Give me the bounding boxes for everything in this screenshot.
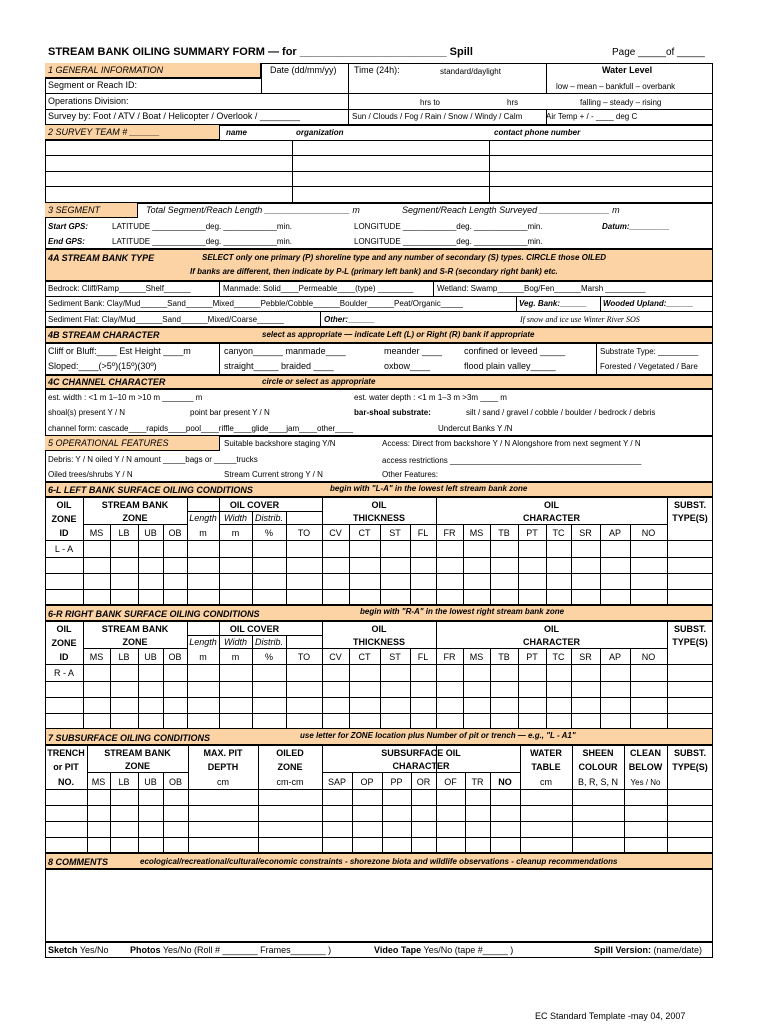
left-bank-zone-ob: OB xyxy=(168,528,182,538)
water-level-heading: Water Level xyxy=(602,65,653,75)
vegetation-options[interactable]: Forested / Vegetated / Bare xyxy=(600,362,698,371)
left-bank-thickness-heading: THICKNESS xyxy=(352,513,405,523)
subsurface-types-heading: TYPE(S) xyxy=(672,762,708,772)
or-pit-heading: or PIT xyxy=(53,762,79,772)
section-3-label: 3 SEGMENT xyxy=(48,205,101,215)
right-bank-character-tb: TB xyxy=(498,652,510,662)
sloped-options[interactable]: Sloped:____(>5º)(15º)(30º) xyxy=(48,361,157,371)
left-bank-id-heading: ID xyxy=(59,528,69,538)
end-latitude-field[interactable]: LATITUDE ____________deg. ____________min. xyxy=(112,237,292,246)
left-bank-oil-heading: OIL xyxy=(56,500,72,510)
clean-below-heading-2: BELOW xyxy=(628,762,663,772)
oiled-zone-heading-2: ZONE xyxy=(277,762,303,772)
water-table-heading: WATER xyxy=(530,748,562,758)
manmade-options[interactable]: Manmade: Solid____Permeable____(type) ________ xyxy=(223,284,414,293)
team-phone-heading: contact phone number xyxy=(494,128,581,137)
segment-reach-id-field[interactable]: Segment or Reach ID: xyxy=(48,80,138,90)
date-field[interactable]: Date (dd/mm/yy) xyxy=(270,65,337,75)
sheen-colour-heading-2: COLOUR xyxy=(578,762,618,772)
subsurface-tr: TR xyxy=(471,777,484,787)
section-6r-instructions: begin with "R-A" in the lowest right stream bank zone xyxy=(360,607,565,616)
right-bank-thickness-fl: FL xyxy=(417,652,429,662)
left-bank-types-heading: TYPE(S) xyxy=(672,513,708,523)
section-7-instructions: use letter for ZONE location plus Number of pit or trench — e.g., "L - A1" xyxy=(300,731,576,740)
right-bank-cover-width: Width xyxy=(224,637,247,647)
right-bank-cover-distrib: Distrib. xyxy=(254,637,283,647)
start-longitude-field[interactable]: LONGITUDE ____________deg. ____________min. xyxy=(354,222,543,231)
right-bank-oil-heading: OIL xyxy=(56,624,72,634)
left-bank-thickness-fl: FL xyxy=(417,528,429,538)
substrate-type-field[interactable]: Substrate Type: _________ xyxy=(600,347,699,356)
left-bank-thickness-cv: CV xyxy=(329,528,342,538)
sheen-colour-heading: SHEEN xyxy=(582,748,614,758)
bar-shoal-substrate-options[interactable]: silt / sand / gravel / cobble / boulder / bedrock / debris xyxy=(466,408,656,417)
right-bank-zone-id-value[interactable]: R - A xyxy=(53,668,74,678)
left-bank-character-tb: TB xyxy=(498,528,510,538)
section-8-instructions: ecological/recreational/cultural/economic constraints - shorezone biota and wildlife observations - cleanup recommendations xyxy=(140,857,618,866)
max-pit-heading: MAX. PIT xyxy=(203,748,243,758)
left-bank-character-oil-heading: OIL xyxy=(544,500,559,510)
other-bank-option[interactable]: Other:______ xyxy=(324,315,375,324)
section-7-label: 7 SUBSURFACE OILING CONDITIONS xyxy=(48,733,211,743)
right-bank-character-ap: AP xyxy=(608,652,621,662)
template-version: EC Standard Template -may 04, 2007 xyxy=(535,1011,686,1021)
video-tape-option[interactable]: Video Tape Yes/No (tape #_____ ) xyxy=(374,945,514,955)
section-4c-label: 4C CHANNEL CHARACTER xyxy=(48,377,166,387)
end-gps-label: End GPS: xyxy=(48,237,85,246)
subsurface-or: OR xyxy=(416,777,431,787)
subsurface-sap: SAP xyxy=(327,777,346,787)
photos-option[interactable]: Photos Yes/No (Roll # _______ Frames_______ ) xyxy=(130,945,332,955)
left-bank-cover-length: Length xyxy=(189,513,217,523)
right-bank-zone-lb: LB xyxy=(118,652,130,662)
start-gps-label: Start GPS: xyxy=(48,222,89,231)
canyon-manmade-options[interactable]: canyon______ manmade____ xyxy=(224,346,346,356)
right-bank-cover-unit-2: % xyxy=(264,652,273,662)
right-bank-id-heading: ID xyxy=(59,652,69,662)
sediment-bank-options[interactable]: Sediment Bank: Clay/Mud______Sand______Mixed______Pebble/Cobble______Boulder______Peat/Organic_____ xyxy=(48,299,463,308)
left-bank-subst-heading: SUBST. xyxy=(673,500,706,510)
left-bank-character-tc: TC xyxy=(552,528,565,538)
subsurface-oil-heading: SUBSURFACE OIL xyxy=(381,748,461,758)
team-organization-heading: organization xyxy=(296,128,344,137)
undercut-banks-option[interactable]: Undercut Banks Y /N xyxy=(438,424,513,433)
snow-ice-note: If snow and ice use Winter River SOS xyxy=(520,315,640,324)
water-table-heading-2: TABLE xyxy=(531,762,561,772)
right-bank-thickness-ct: CT xyxy=(358,652,371,662)
section-6l-label: 6-L LEFT BANK SURFACE OILING CONDITIONS xyxy=(48,485,253,495)
left-bank-zone-lb: LB xyxy=(118,528,130,538)
left-bank-character-no: NO xyxy=(641,528,656,538)
water-trend-options[interactable]: falling – steady – rising xyxy=(580,98,662,107)
left-bank-cover-unit-1: m xyxy=(231,528,240,538)
subsurface-zone-ob: OB xyxy=(168,777,182,787)
water-level-options[interactable]: low – mean – bankfull – overbank xyxy=(556,82,676,91)
veg-bank-option[interactable]: Veg. Bank:______ xyxy=(519,299,587,308)
flood-plain-option[interactable]: flood plain valley_____ xyxy=(464,361,556,371)
right-bank-zone-ub: UB xyxy=(144,652,157,662)
hours-unit: hrs xyxy=(507,98,519,107)
shoal-present-option[interactable]: shoal(s) present Y / N xyxy=(48,408,126,417)
straight-braided-options[interactable]: straight_____ braided ____ xyxy=(224,361,334,371)
end-longitude-field[interactable]: LONGITUDE ____________deg. ____________min. xyxy=(354,237,543,246)
left-bank-character-pt: PT xyxy=(526,528,538,538)
right-bank-character-oil-heading: OIL xyxy=(544,624,559,634)
right-bank-cover-unit-1: m xyxy=(231,652,240,662)
debris-options[interactable]: Debris: Y / N oiled Y / N amount _____bags or _____trucks xyxy=(48,455,258,464)
section-6l-instructions: begin with "L-A" in the lowest left stream bank zone xyxy=(330,484,528,493)
left-bank-thickness-ct: CT xyxy=(358,528,371,538)
confined-option[interactable]: confined or leveed _____ xyxy=(464,346,566,356)
right-bank-thickness-to: TO xyxy=(297,652,311,662)
right-bank-character-ms: MS xyxy=(469,652,484,662)
right-bank-oil-cover-heading: OIL COVER xyxy=(229,624,280,634)
pit-depth-heading: DEPTH xyxy=(207,762,239,772)
wetland-options[interactable]: Wetland: Swamp______Bog/Fen______Marsh _________ xyxy=(437,284,646,293)
left-bank-zone-ms: MS xyxy=(89,528,104,538)
right-bank-subst-heading: SUBST. xyxy=(673,624,706,634)
section-8-label: 8 COMMENTS xyxy=(48,857,109,867)
staging-option[interactable]: Suitable backshore staging Y/N xyxy=(224,439,336,448)
cliff-bluff-field[interactable]: Cliff or Bluff:____ Est Height ____m xyxy=(48,346,191,356)
subsurface-op: OP xyxy=(360,777,374,787)
subsurface-character-heading: CHARACTER xyxy=(392,761,450,771)
wooded-upland-option[interactable]: Wooded Upland:______ xyxy=(603,299,694,308)
right-bank-cover-length: Length xyxy=(189,637,217,647)
water-table-unit: cm xyxy=(540,777,552,787)
right-bank-character-sr: SR xyxy=(579,652,592,662)
section-4a-label: 4A STREAM BANK TYPE xyxy=(48,253,155,263)
section-5-label: 5 OPERATIONAL FEATURES xyxy=(48,438,169,448)
subsurface-no: NO xyxy=(498,777,512,787)
right-bank-cover-unit-0: m xyxy=(199,652,207,662)
left-bank-thickness-oil-heading: OIL xyxy=(371,500,387,510)
bank-type-instructions-1: SELECT only one primary (P) shoreline type and any number of secondary (S) types. CIRCLE those OILED xyxy=(202,253,607,262)
left-bank-cover-unit-2: % xyxy=(264,528,273,538)
access-options[interactable]: Access: Direct from backshore Y / N Alongshore from next segment Y / N xyxy=(382,439,641,448)
section-1-label: 1 GENERAL INFORMATION xyxy=(48,65,164,75)
channel-character-instructions: circle or select as appropriate xyxy=(262,377,376,386)
left-bank-character-heading: CHARACTER xyxy=(523,513,580,523)
time-standard-daylight[interactable]: standard/daylight xyxy=(440,67,501,76)
right-bank-character-tc: TC xyxy=(552,652,565,662)
left-bank-cover-distrib: Distrib. xyxy=(254,513,283,523)
air-temp-field[interactable]: Air Temp + / - ____ deg C xyxy=(546,112,638,121)
channel-form-options[interactable]: channel form: cascade____rapids____pool____riffle____glide____jam____other____ xyxy=(48,424,353,433)
right-bank-zone-ob: OB xyxy=(168,652,182,662)
datum-field[interactable]: Datum:_________ xyxy=(602,222,670,231)
left-bank-cover-unit-0: m xyxy=(199,528,207,538)
survey-by-field[interactable]: Survey by: Foot / ATV / Boat / Helicopter / Overlook / ________ xyxy=(48,111,300,121)
right-bank-stream-bank-zone-heading: ZONE xyxy=(122,637,148,647)
right-bank-thickness-cv: CV xyxy=(329,652,342,662)
meander-option[interactable]: meander ____ xyxy=(384,346,443,356)
oiled-zone-unit: cm-cm xyxy=(276,777,304,787)
est-depth-options[interactable]: est. water depth : <1 m 1–3 m >3m ____ m xyxy=(354,393,507,402)
trench-heading: TRENCH xyxy=(47,748,85,758)
weather-options[interactable]: Sun / Clouds / Fog / Rain / Snow / Windy / Calm xyxy=(352,112,523,121)
start-latitude-field[interactable]: LATITUDE ____________deg. ____________min. xyxy=(112,222,292,231)
left-bank-zone-id-value[interactable]: L - A xyxy=(54,544,74,554)
subsurface-of: OF xyxy=(444,777,457,787)
stream-current-option[interactable]: Stream Current strong Y / N xyxy=(224,470,323,479)
access-restrictions-field[interactable]: access restrictions ___________________________________________ xyxy=(382,456,642,465)
left-bank-character-ms: MS xyxy=(469,528,484,538)
oxbow-option[interactable]: oxbow____ xyxy=(384,361,431,371)
sediment-flat-options[interactable]: Sediment Flat: Clay/Mud______Sand______Mixed/Coarse______ xyxy=(48,315,284,324)
oiled-zone-heading: OILED xyxy=(276,748,304,758)
operations-division-field[interactable]: Operations Division: xyxy=(48,96,129,106)
right-bank-zone-ms: MS xyxy=(89,652,104,662)
section-6r-label: 6-R RIGHT BANK SURFACE OILING CONDITIONS xyxy=(48,609,260,619)
section-4b-label: 4B STREAM CHARACTER xyxy=(48,330,160,340)
right-bank-character-no: NO xyxy=(641,652,656,662)
surveyed-length-field[interactable]: Segment/Reach Length Surveyed ______________ m xyxy=(402,205,620,215)
section-2-label[interactable]: 2 SURVEY TEAM # ______ xyxy=(48,127,160,137)
right-bank-character-pt: PT xyxy=(526,652,538,662)
est-width-options[interactable]: est. width : <1 m 1–10 m >10 m _______ m xyxy=(48,393,203,402)
left-bank-zone-heading: ZONE xyxy=(51,514,77,524)
subsurface-pp: PP xyxy=(390,777,403,787)
bedrock-options[interactable]: Bedrock: Cliff/Ramp______Shelf______ xyxy=(48,284,191,293)
sheen-colour-options: B, R, S, N xyxy=(577,777,618,787)
subsurface-zone-heading: ZONE xyxy=(124,761,150,771)
subsurface-subst-heading: SUBST. xyxy=(673,748,706,758)
pit-number-heading: NO. xyxy=(57,777,74,787)
right-bank-thickness-st: ST xyxy=(389,652,401,662)
pit-depth-unit: cm xyxy=(217,777,229,787)
left-bank-stream-bank-heading: STREAM BANK xyxy=(101,500,169,510)
clean-below-heading: CLEAN xyxy=(630,748,661,758)
team-name-heading: name xyxy=(226,128,247,137)
bank-type-instructions-2: If banks are different, then indicate by P-L (primary left bank) and S-R (secondary right bank) etc. xyxy=(190,267,558,276)
sketch-option[interactable]: Sketch Yes/No xyxy=(48,945,109,955)
right-bank-character-fr: FR xyxy=(443,652,456,662)
total-length-field[interactable]: Total Segment/Reach Length _________________ m xyxy=(146,205,360,215)
stream-character-instructions: select as appropriate — indicate Left (L) or Right (R) bank if appropriate xyxy=(262,330,535,339)
right-bank-zone-heading: ZONE xyxy=(51,638,77,648)
subsurface-zone-ub: UB xyxy=(144,777,157,787)
subsurface-stream-bank-heading: STREAM BANK xyxy=(104,748,171,758)
subsurface-zone-ms: MS xyxy=(91,777,106,787)
comments-area[interactable] xyxy=(45,869,713,942)
right-bank-thickness-oil-heading: OIL xyxy=(371,624,387,634)
right-bank-character-heading: CHARACTER xyxy=(523,637,580,647)
page-number[interactable]: Page _____of _____ xyxy=(612,47,705,58)
left-bank-oil-cover-heading: OIL COVER xyxy=(229,500,280,510)
right-bank-thickness-heading: THICKNESS xyxy=(352,637,405,647)
right-bank-stream-bank-heading: STREAM BANK xyxy=(101,624,169,634)
left-bank-thickness-to: TO xyxy=(297,528,311,538)
subsurface-zone-lb: LB xyxy=(118,777,130,787)
spill-version-field[interactable]: Spill Version: (name/date) xyxy=(594,945,703,955)
hours-to: hrs to xyxy=(420,98,441,107)
left-bank-character-sr: SR xyxy=(579,528,592,538)
left-bank-stream-bank-zone-heading: ZONE xyxy=(122,513,148,523)
oiled-trees-option[interactable]: Oiled trees/shrubs Y / N xyxy=(48,470,133,479)
left-bank-character-fr: FR xyxy=(443,528,456,538)
point-bar-option[interactable]: point bar present Y / N xyxy=(190,408,270,417)
left-bank-zone-ub: UB xyxy=(144,528,157,538)
time-field[interactable]: Time (24h): xyxy=(354,65,400,75)
right-bank-types-heading: TYPE(S) xyxy=(672,637,708,647)
bar-shoal-substrate-label: bar-shoal substrate: xyxy=(354,408,431,417)
clean-below-options: Yes / No xyxy=(630,778,661,787)
left-bank-character-ap: AP xyxy=(608,528,621,538)
form-title: STREAM BANK OILING SUMMARY FORM — for ________________________ Spill xyxy=(48,46,473,58)
left-bank-thickness-st: ST xyxy=(389,528,401,538)
left-bank-cover-width: Width xyxy=(224,513,247,523)
other-features-field[interactable]: Other Features: xyxy=(382,470,439,479)
